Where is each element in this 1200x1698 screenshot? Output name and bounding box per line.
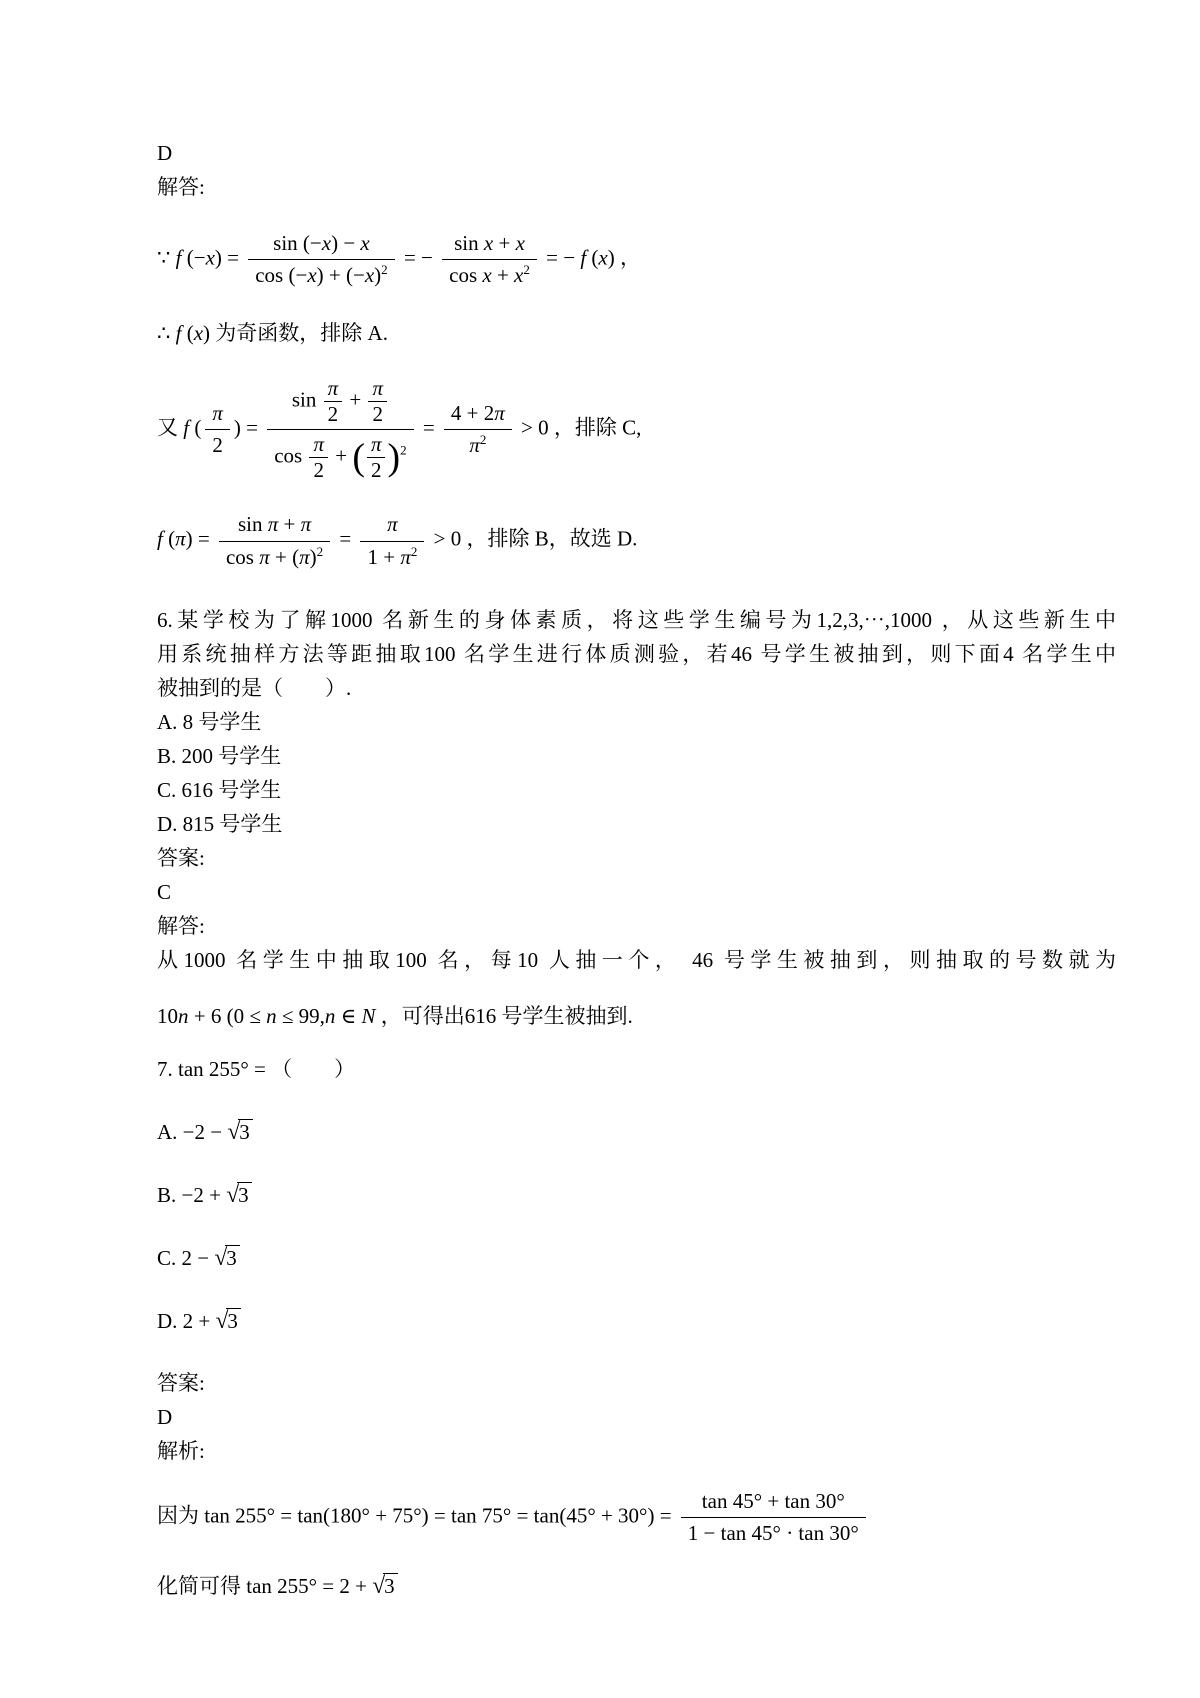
radical-sign-icon: √	[227, 1118, 241, 1145]
exponent: 2	[400, 442, 407, 458]
math-token: x	[515, 231, 525, 255]
option-label: A.	[157, 1119, 183, 1144]
radicand: 3	[383, 1573, 398, 1598]
math-token: ) + (−	[316, 263, 365, 288]
radicand: 3	[226, 1308, 241, 1333]
denominator	[267, 429, 413, 485]
math-token: (	[189, 415, 202, 440]
radical-sign-icon: √	[215, 1307, 229, 1334]
math-segment	[234, 415, 263, 439]
q6-option-b: B. 200 号学生	[157, 743, 282, 768]
denominator	[248, 259, 394, 291]
math-token: f	[580, 245, 587, 270]
q7-conclusion-line	[157, 1566, 1116, 1606]
math-token: = −	[398, 245, 439, 270]
math-token: = −	[540, 245, 581, 270]
option-value: 2 −	[181, 1245, 215, 1270]
math-token: π	[387, 512, 398, 537]
q6-option-d: D. 815 号学生	[157, 811, 283, 836]
denominator: 2	[367, 457, 386, 483]
math-token: x	[205, 245, 215, 270]
math-token: )	[374, 263, 382, 288]
math-token: x	[307, 263, 317, 288]
q7-option-d	[157, 1303, 1116, 1339]
math-token: > 0 ，排除 B，故选 D.	[428, 526, 638, 551]
fraction	[205, 398, 230, 462]
option-value: −2 +	[181, 1182, 227, 1207]
q7-option-a	[157, 1114, 1116, 1150]
math-token: π	[300, 512, 312, 537]
numerator	[248, 228, 394, 259]
math-token: 2	[316, 543, 324, 559]
radicand: 3	[225, 1245, 240, 1270]
q6-answer-value: C	[157, 879, 172, 904]
numerator	[442, 228, 537, 259]
fraction	[444, 398, 512, 462]
q6-answer-label: 答案:	[157, 845, 205, 870]
q6-option-a: A. 8 号学生	[157, 709, 262, 734]
math-token: f	[175, 320, 182, 345]
numerator	[267, 374, 413, 429]
math-token: x	[360, 231, 370, 255]
math-token: π	[469, 432, 480, 457]
q7-option-b	[157, 1177, 1116, 1213]
math-segment	[157, 246, 244, 270]
q6-solution-formula	[157, 999, 1116, 1033]
q7-option-c	[157, 1240, 1116, 1276]
q7-analysis-label: 解析:	[157, 1438, 205, 1463]
math-token: 2	[479, 431, 487, 447]
math-token: +	[278, 512, 301, 537]
sqrt-expression	[214, 1246, 239, 1270]
math-segment	[157, 527, 215, 551]
numerator	[360, 509, 424, 540]
math-token: (−	[181, 245, 206, 270]
q7-answer-value: D	[157, 1404, 173, 1429]
math-token: n	[266, 1003, 277, 1028]
denominator	[444, 429, 512, 461]
numerator: tan 45° + tan 30°	[701, 1488, 845, 1513]
option-value: −2 −	[182, 1119, 228, 1144]
math-token: +	[491, 263, 515, 288]
math-token: ∈	[335, 1003, 362, 1028]
math-token: + 6 (0 ≤	[188, 1003, 267, 1028]
math-token: π	[400, 544, 411, 569]
math-token: ) =	[185, 526, 215, 551]
sqrt-expression	[216, 1309, 241, 1333]
denominator: 1 − tan 45° · tan 30°	[681, 1517, 866, 1549]
radicand: 3	[237, 1182, 252, 1207]
math-token: π	[494, 400, 505, 425]
math-token: x	[598, 245, 608, 270]
math-segment	[516, 415, 642, 439]
math-token: sin (−	[273, 231, 322, 255]
math-token: cos (−	[255, 263, 308, 288]
math-token: π	[259, 544, 270, 569]
denominator: 2	[368, 401, 387, 427]
q5-formula-1	[157, 228, 1116, 292]
fraction	[219, 509, 330, 573]
q6-stem-line-2: 用系统抽样方法等距抽取100 名学生进行体质测验，若46 号学生被抽到，则下面4 名学生中	[157, 641, 1116, 666]
math-token: x	[514, 263, 524, 288]
q7-formula	[157, 1486, 1116, 1550]
q6-stem-line-3: 被抽到的是（ ）.	[157, 675, 352, 700]
fraction	[368, 376, 387, 427]
numerator: π	[313, 431, 324, 456]
denominator	[442, 259, 537, 291]
math-token: 又	[157, 415, 184, 440]
math-segment	[541, 246, 641, 270]
q5-answer-value: D	[157, 141, 173, 165]
sqrt-expression	[372, 1574, 397, 1598]
denominator	[360, 541, 424, 573]
math-token: n	[178, 1003, 189, 1028]
math-token: ≤ 99,	[276, 1003, 325, 1028]
numerator	[219, 509, 330, 540]
q7-answer-label: 答案:	[157, 1370, 205, 1395]
radical-sign-icon: √	[372, 1572, 386, 1599]
fraction	[248, 228, 394, 292]
math-token: ) 为奇函数，排除 A.	[203, 320, 388, 345]
math-segment	[399, 246, 438, 270]
math-token: > 0 ，排除 C,	[515, 415, 642, 440]
denominator	[219, 541, 330, 573]
q6-stem-line-1: 6.某学校为了解1000 名新生的身体素质，将这些学生编号为1,2,3,⋯,1000 ，从这些新生中	[157, 607, 1116, 632]
denominator: 2	[309, 457, 328, 483]
option-value: 2 +	[182, 1308, 216, 1333]
math-segment	[334, 527, 356, 551]
math-token: sin	[291, 387, 322, 412]
math-token: ) −	[331, 231, 361, 255]
math-token: +	[493, 231, 516, 255]
math-token: ，可得出616 号学生被抽到.	[375, 1003, 633, 1028]
math-token: +	[330, 443, 353, 468]
math-token: π	[175, 526, 186, 551]
option-label: C.	[157, 1245, 182, 1270]
math-token: 2	[381, 262, 388, 278]
numerator: π	[370, 431, 382, 456]
math-token: 1 +	[367, 544, 401, 569]
math-token: 2	[410, 543, 418, 559]
option-label: D.	[157, 1308, 183, 1333]
math-segment	[418, 415, 440, 439]
math-token: n	[324, 1003, 336, 1028]
math-token: (	[586, 245, 599, 270]
q5-formula-2	[157, 374, 1116, 486]
math-token: f	[183, 415, 190, 440]
numerator	[444, 398, 512, 429]
math-token: x	[483, 231, 494, 255]
math-segment: 化简可得 tan 255° = 2 +	[157, 1573, 373, 1598]
numerator: π	[327, 375, 339, 400]
math-token: ∴	[157, 320, 176, 345]
right-paren: )	[387, 436, 401, 479]
math-segment: 因为 tan 255° = tan(180° + 75°) = tan 75° = tan(45° + 30°) =	[157, 1503, 677, 1528]
math-token: )	[309, 544, 317, 569]
math-token: sin	[454, 231, 484, 255]
math-token: x	[364, 263, 375, 288]
math-token: x	[193, 320, 204, 345]
denominator: 2	[324, 401, 343, 427]
q6-solution-line-1: 从1000 名学生中抽取100 名，每10 人抽一个， 46 号学生被抽到，则抽取的号数就为	[157, 947, 1116, 972]
math-token: π	[299, 544, 310, 569]
numerator: π	[212, 400, 223, 425]
fraction	[360, 509, 424, 573]
math-token: + (	[269, 544, 300, 569]
q5-solution-label: 解答:	[157, 175, 205, 199]
fraction	[367, 432, 386, 483]
math-token: ) =	[233, 415, 264, 440]
math-token: (	[162, 526, 176, 551]
math-token: sin	[237, 512, 268, 537]
math-token: π	[267, 512, 279, 537]
math-token: 2	[523, 262, 530, 278]
math-token: cos	[449, 263, 483, 288]
math-token: cos	[225, 544, 260, 569]
math-token: =	[417, 415, 440, 440]
math-token: ∵	[157, 245, 176, 270]
math-token: (	[181, 320, 194, 345]
fraction	[267, 374, 413, 486]
math-token: +	[344, 387, 367, 412]
math-token: N	[361, 1003, 376, 1028]
option-label: B.	[157, 1182, 182, 1207]
math-token: ) ，	[607, 245, 641, 270]
sqrt-expression	[227, 1120, 252, 1144]
left-paren: (	[352, 436, 365, 479]
math-token: ) =	[214, 245, 245, 270]
fraction	[324, 376, 343, 427]
q6-option-c: C. 616 号学生	[157, 777, 282, 802]
math-token: 10	[157, 1003, 178, 1028]
q5-odd-function-line	[157, 316, 1116, 350]
denominator: 2	[205, 429, 230, 461]
fraction	[442, 228, 537, 292]
radicand: 3	[238, 1119, 253, 1144]
math-token: x	[321, 231, 332, 255]
math-token: =	[334, 526, 357, 551]
math-token: f	[175, 245, 182, 270]
math-token: f	[157, 526, 163, 551]
math-segment	[428, 527, 637, 551]
math-token: 4 + 2	[450, 400, 495, 425]
numerator: π	[372, 375, 383, 400]
q5-formula-3	[157, 509, 1116, 573]
radical-sign-icon: √	[214, 1244, 228, 1271]
fraction	[681, 1486, 866, 1550]
fraction	[309, 432, 328, 483]
math-segment	[157, 415, 201, 439]
q6-solution-label: 解答:	[157, 913, 205, 938]
math-token: x	[482, 263, 492, 288]
math-token: cos	[274, 443, 308, 468]
q7-stem: 7. tan 255° = （ ）	[157, 1056, 356, 1081]
radical-sign-icon: √	[226, 1181, 240, 1208]
sqrt-expression	[226, 1183, 251, 1207]
